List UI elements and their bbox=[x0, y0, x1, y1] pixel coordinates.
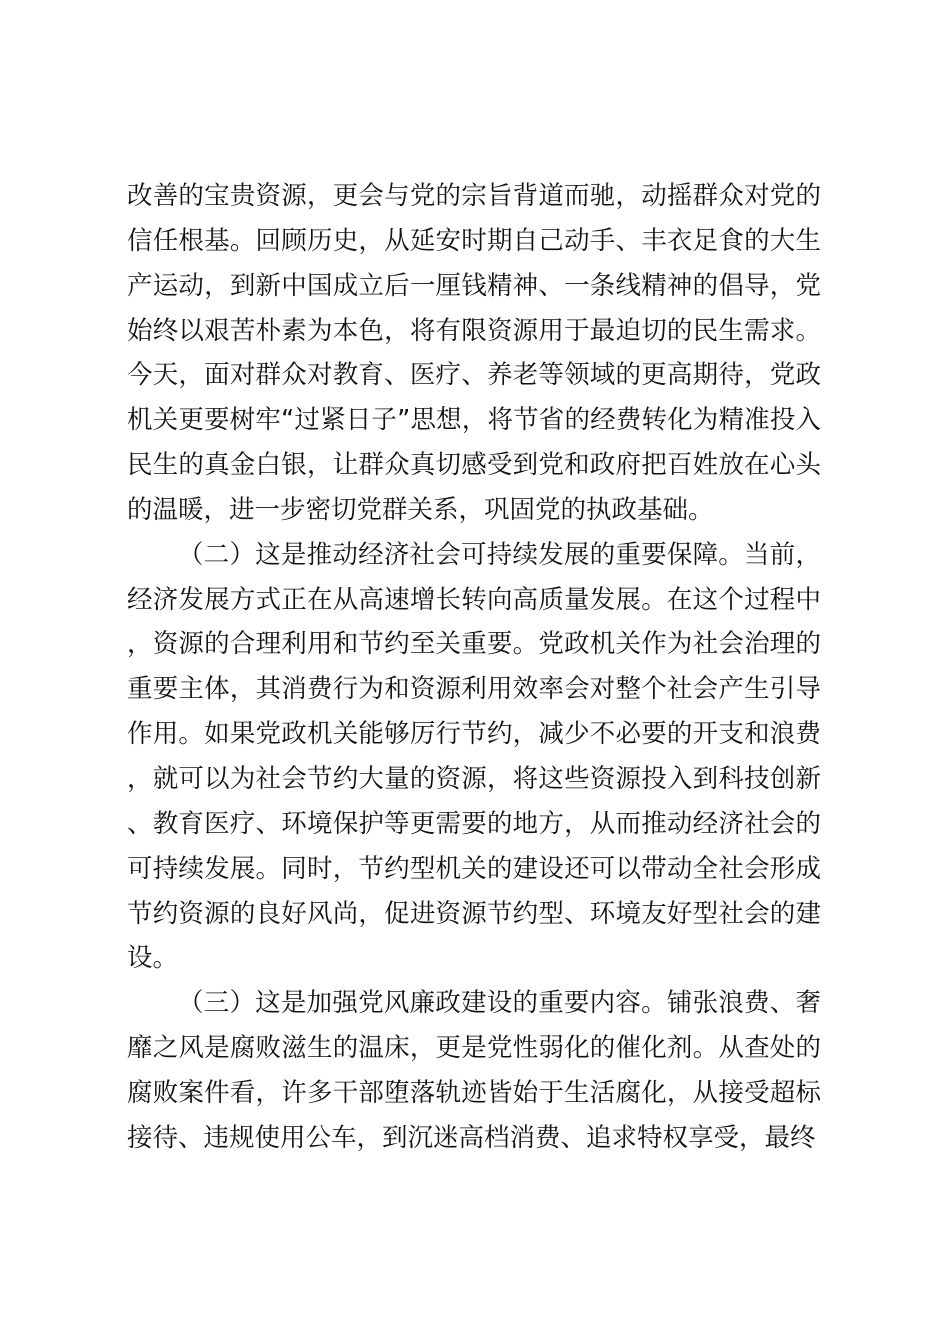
paragraph-section-three: （三）这是加强党风廉政建设的重要内容。铺张浪费、奢靡之风是腐败滋生的温床，更是党性弱化的催化剂。从查处的腐败案件看，许多干部堕落轨迹皆始于生活腐化，从接受超标接待、违规使用公车，到沉迷高档消费、追求特权享受，最终 bbox=[127, 988, 821, 1153]
document-body bbox=[127, 174, 821, 1161]
paragraph-continuation: 改善的宝贵资源，更会与党的宗旨背道而驰，动摇群众对党的信任根基。回顾历史，从延安时期自己动手、丰衣足食的大生产运动，到新中国成立后一厘钱精神、一条线精神的倡导，党始终以艰苦朴素为本色，将有限资源用于最迫切的民生需求。今天，面对群众对教育、医疗、养老等领域的更高期待，党政机关更要树牢“过紧日子”思想，将节省的经费转化为精准投入民生的真金白银，让群众真切感受到党和政府把百姓放在心头的温暖，进一步密切党群关系，巩固党的执政基础。 bbox=[127, 181, 821, 525]
paragraph-section-two: （二）这是推动经济社会可持续发展的重要保障。当前，经济发展方式正在从高速增长转向高质量发展。在这个过程中，资源的合理利用和节约至关重要。党政机关作为社会治理的重要主体，其消费行为和资源利用效率会对整个社会产生引导作用。如果党政机关能够厉行节约，减少不必要的开支和浪费，就可以为社会节约大量的资源，将这些资源投入到科技创新、教育医疗、环境保护等更需要的地方，从而推动经济社会的可持续发展。同时，节约型机关的建设还可以带动全社会形成节约资源的良好风尚，促进资源节约型、环境友好型社会的建设。 bbox=[127, 539, 821, 974]
